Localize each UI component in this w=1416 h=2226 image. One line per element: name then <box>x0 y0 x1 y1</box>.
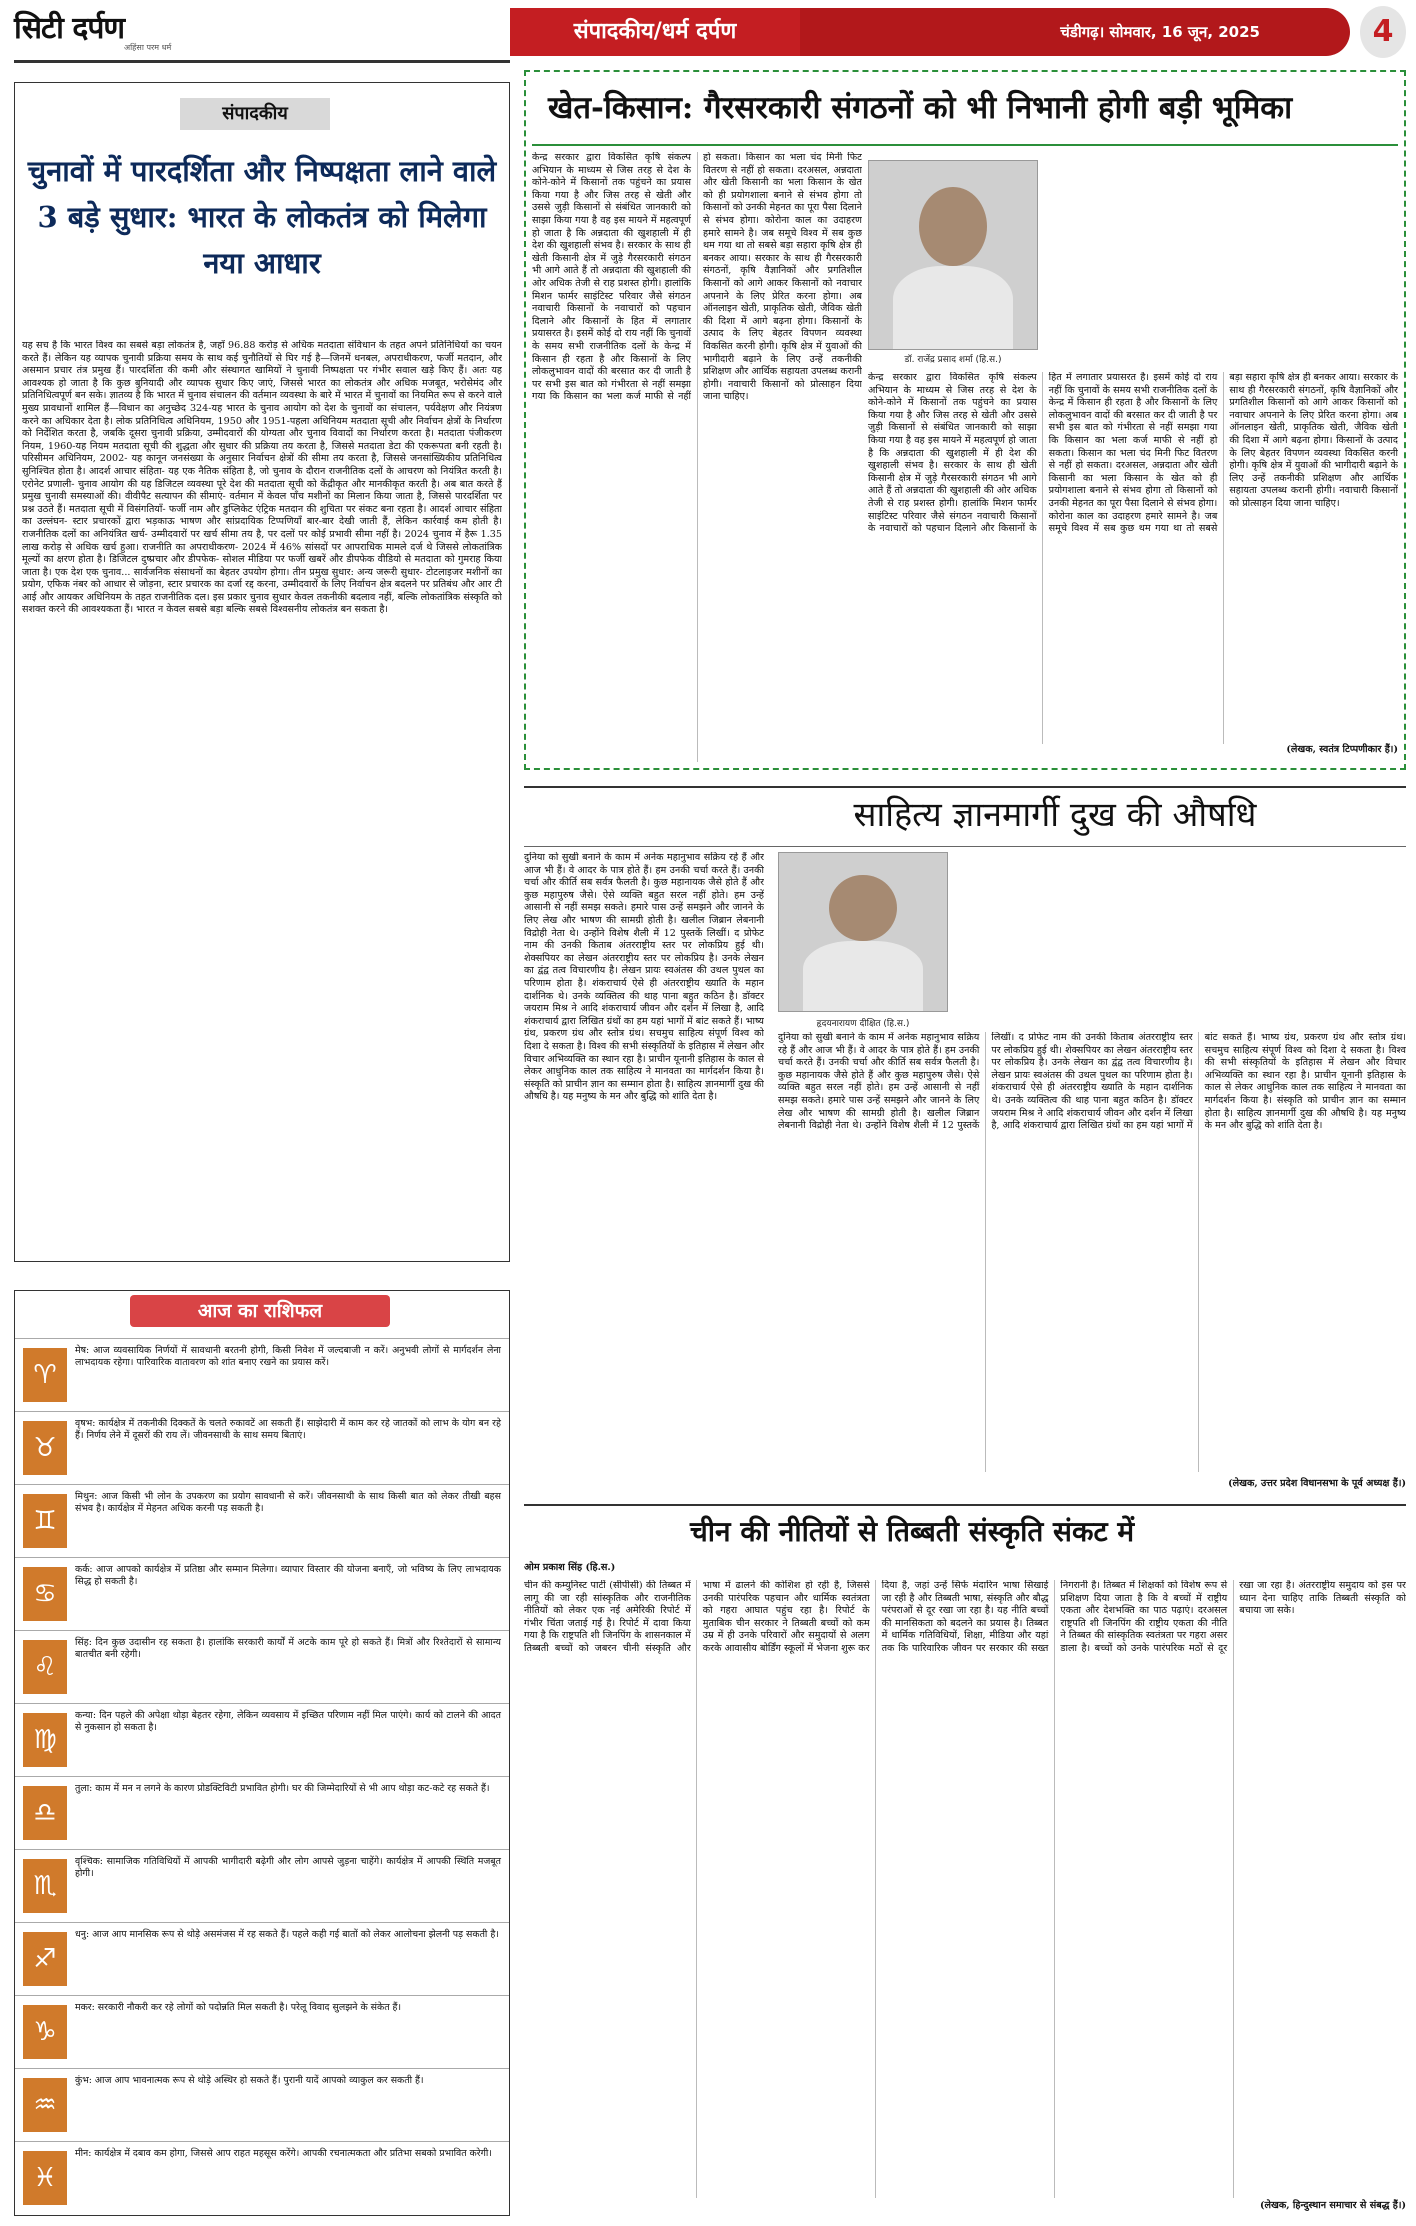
zodiac-icon: ♈ <box>23 1348 67 1402</box>
horoscope-text: सिंह: दिन कुछ उदासीन रह सकता है। हालांकि सरकारी कार्यों में अटके काम पूरे हो सकते हैं। मित्रों और रिश्तेदारों से सामान्य बातचीत बनी रहेगी। <box>75 1637 501 1661</box>
masthead-rule <box>14 60 510 63</box>
sahitya-text: दुनिया को सुखी बनाने के काम में अनेक महानुभाव सक्रिय रहे हैं और आज भी हैं। वे आदर के पात्र होते हैं। हम उनकी चर्चा करते हैं। उनकी चर्चा और कीर्ति सब सर्वत्र फैलती है। कुछ महानायक जैसे होते हैं और कुछ महापुरुष जैसे। ऐसे व्यक्ति बहुत सरल नहीं होते। हम उन्हें आसानी से नहीं समझ सकते। हमारे पास उन्हें समझने और जानने के लिए लेख और भाषण की सामग्री होती है। खलील जिब्रान लेबनानी विद्रोही नेता थे। उन्होंने विशेष शैली में 12 पुस्तकें लिखीं। द प्रोफेट नाम की उनकी किताब अंतरराष्ट्रीय स्तर पर लोकप्रिय हुई थी। शेक्सपियर का लेखन अंतरराष्ट्रीय स्तर पर लोकप्रिय है। उनके लेखन का द्वंद्व तत्व विचारणीय है। लेखन प्रायः स्वअंतस की उथल पुथल का परिणाम होता है। शंकराचार्य ऐसे ही अंतरराष्ट्रीय ख्याति के महान दार्शनिक थे। उनके व्यक्तित्व की थाह पाना बहुत कठिन है। डॉक्टर जयराम मिश्र ने आदि शंकराचार्य जीवन और दर्शन में लिखा है, आदि शंकराचार्य द्वारा लिखित ग्रंथों का हम यहां भागों में बांट सकते हैं। भाष्य ग्रंथ, प्रकरण ग्रंथ और स्तोत्र ग्रंथ। सचमुच साहित्य संपूर्ण विश्व को दिशा दे सकता है। विश्व की सभी संस्कृतियों के इतिहास में लेखन और विचार अभिव्यक्ति का स्थान रहा है। प्राचीन यूनानी इतिहास के काल से लेकर आधुनिक काल तक साहित्य ने मानवता का मार्गदर्शन किया है। संस्कृति को प्राचीन ज्ञान का सम्मान होता है। साहित्य ज्ञानमार्गी दुख की औषधि है। यह मनुष्य के मन और बुद्धि को शांति देता है। <box>524 852 764 1103</box>
editorial-text: यह सच है कि भारत विश्व का सबसे बड़ा लोकतंत्र है, जहाँ 96.88 करोड़ से अधिक मतदाता संविधान के तहत अपने प्रतिनिधियों का चयन करते हैं। लेकिन यह व्यापक चुनावी प्रक्रिया समय के साथ कई चुनौतियों से घिर गई है—जिनमें धनबल, अपराधीकरण, फर्जी मतदान, और असमान प्रचार तंत्र प्रमुख हैं। पारदर्शिता की कमी और संस्थागत खामियों ने चुनावी निष्पक्षता पर गंभीर सवाल खड़े किए हैं। अतः यह आवश्यक हो जाता है कि कुछ बुनियादी और व्यापक सुधार किए जाएं, जिससे भारत का लोकतंत्र और अधिक मजबूत, भरोसेमंद और प्रतिनिधित्वपूर्ण बन सके। ज्ञातव्य है कि भारत में चुनाव संचालन की वर्तमान व्यवस्था के बारे में भारत में चुनावों का नियमित रूप से करने वाले मुख्य प्रावधानों शामिल हैं—विधान का अनुच्छेद 324-यह भारत के चुनाव आयोग को देश के चुनावों का संचालन, पर्यवेक्षण और नियंत्रण करने का अधिकार देता है। लोक प्रतिनिधित्व अधिनियम, 1950 और 1951-पहला अधिनियम मतदाता सूची और निर्वाचन क्षेत्रों के निर्धारण को निर्देशित करता है, जबकि दूसरा चुनावी प्रक्रिया, उम्मीदवारों की योग्यता और चुनाव विवादों का निर्धारण करता है। मतदाता पंजीकरण नियम, 1960-यह नियम मतदाता सूची की शुद्धता और सुधार की प्रक्रिया तय करता है, जिससे मतदाता डेटा की एकरूपता बनी रहती है। परिसीमन अधिनियम, 2002- यह कानून जनसंख्या के अनुसार निर्वाचन क्षेत्रों की सीमा तय करता है, जिससे जनसांख्यिकीय प्रतिनिधित्व सुनिश्चित होता है। आदर्श आचार संहिता- यह एक नैतिक संहिता है, जो चुनाव के दौरान राजनीतिक दलों के आचरण को नियंत्रित करती है। एरोनेट प्रणाली- चुनाव आयोग की यह डिजिटल व्यवस्था पूरे देश की मतदाता सूची को केंद्रीकृत और मानकीकृत करती है। अब बात करते हैं प्रमुख चुनावी समस्याओं की। वीवीपैट सत्यापन की सीमाएं- वर्तमान में केवल पाँच मशीनों का मिलान किया जाता है, जिससे पारदर्शिता पर प्रश्न उठते हैं। मतदाता सूची में विसंगतियाँ- फर्जी नाम और डुप्लिकेट एंट्रिक मतदान की शुचिता पर संकट बना रहता है। आदर्श आचार संहिता का उल्लंघन- स्टार प्रचारकों द्वारा भड़काऊ भाषण और सांप्रदायिक टिप्पणियाँ बार-बार देखी जाती हैं, लेकिन कार्रवाई कम होती है। राजनीतिक दलों का अनियंत्रित खर्च- उम्मीदवारों पर खर्च सीमा तय है, पर दलों पर कोई प्रभावी सीमा नहीं है। 2024 चुनाव में हैरू 1.35 लाख करोड़ से अधिक खर्च हुआ। राजनीति का अपराधीकरण- 2024 में 46% सांसदों पर आपराधिक मामले दर्ज थे जिससे लोकतांत्रिक मूल्यों का क्षरण होता है। डिजिटल दुष्प्रचार और डीपफेक- सोशल मीडिया पर फर्जी खबरें और डीपफेक वीडियो से मतदाता को गुमराह किया जाता है। एक देश एक चुनाव... सार्वजनिक संसाधनों का बेहतर उपयोग होगा। तीन प्रमुख सुधार: अन्य जरूरी सुधार- टोटलाइजर मशीनों का प्रयोग, एफिक नंबर को आधार से जोड़ना, स्टार प्रचारक का दर्जा रद्द करना, उम्मीदवारों के लिए निर्वाचन क्षेत्र बदलने पर प्रतिबंध और आर टी आई और आयकर अधिनियम के तहत राजनीतिक दल। इस प्रकार चुनाव सुधार केवल तकनीकी बदलाव नहीं, बल्कि लोकतांत्रिक संस्कृति को सशक्त करने की आवश्यकता हैं। भारत न केवल सबसे बड़ा बल्कि सबसे विश्वसनीय लोकतंत्र बन सकता है। <box>22 340 502 616</box>
horoscope-row <box>15 2068 509 2142</box>
section-title: संपादकीय/धर्म दर्पण <box>510 8 800 56</box>
horoscope-row <box>15 1995 509 2069</box>
china-body <box>524 1580 1406 2198</box>
kheti-body-left <box>532 152 862 762</box>
horoscope-title: आज का राशिफल <box>130 1295 390 1327</box>
page-number: 4 <box>1360 6 1406 58</box>
horoscope-text: धनु: आज आप मानसिक रूप से थोड़े असमंजस में रह सकते हैं। पहले कही गई बातों को लेकर आलोचना झेलनी पड़ सकती है। <box>75 1929 499 1940</box>
horoscope-text: तुला: काम में मन न लगने के कारण प्रोडक्टिविटी प्रभावित होगी। घर की जिम्मेदारियों से भी आप थोड़ा कट-कटे रह सकते हैं। <box>75 1783 490 1794</box>
zodiac-icon: ♉ <box>23 1421 67 1475</box>
horoscope-text: वृश्चिक: सामाजिक गतिविधियों में आपकी भागीदारी बढ़ेगी और लोग आपसे जुड़ना चाहेंगे। कार्यक्षेत्र में आपकी स्थिति मजबूत होगी। <box>75 1856 501 1880</box>
horoscope-text: मीन: कार्यक्षेत्र में दबाव कम होगा, जिससे आप राहत महसूस करेंगे। आपकी रचनात्मकता और प्रतिभा सबको प्रभावित करेगी। <box>75 2148 492 2159</box>
horoscope-text: मेष: आज व्यवसायिक निर्णयों में सावधानी बरतनी होगी, किसी निवेश में जल्दबाजी न करें। अनुभवी लोगों से मार्गदर्शन लेना लाभदायक रहेगा। पारिवारिक वातावरण को शांत बनाए रखने का प्रयास करें। <box>75 1345 501 1369</box>
sahitya-body-right <box>778 1032 1406 1472</box>
horoscope-row <box>15 1557 509 1631</box>
zodiac-icon: ♊ <box>23 1494 67 1548</box>
sahitya-photo-caption: हृदयनारायण दीक्षित (हि.स.) <box>816 1019 910 1029</box>
horoscope-row <box>15 1922 509 1996</box>
kheti-headline: खेत-किसान: गैरसरकारी संगठनों को भी निभानी होगी बड़ी भूमिका <box>548 90 1293 126</box>
zodiac-icon: ♒ <box>23 2078 67 2132</box>
kheti-byline: (लेखक, स्वतंत्र टिप्पणीकार हैं।) <box>1286 744 1398 755</box>
section-banner <box>510 8 1350 56</box>
editorial-headline: चुनावों में पारदर्शिता और निष्पक्षता लाने वाले 3 बड़े सुधार: भारत के लोकतंत्र को मिलेगा नया आधार <box>27 154 497 280</box>
china-byline: (लेखक, हिन्दुस्थान समाचार से संबद्ध हैं।) <box>1259 2200 1406 2211</box>
sahitya-top-rule <box>524 786 1406 788</box>
horoscope-row <box>15 1630 509 1704</box>
horoscope-row <box>15 1849 509 1923</box>
horoscope-row <box>15 1338 509 1412</box>
kheti-text: केन्द्र सरकार द्वारा विकसित कृषि संकल्प अभियान के माध्यम से जिस तरह से देश के कोने-कोने में किसानों तक पहुंचने का प्रयास किया गया है और जिस तरह से खेती और उससे जुड़ी किसानों से संबंधित जानकारी को साझा किया गया है वह इस मायने में महत्वपूर्ण हो जाता है कि अन्नदाता की खुशहाली में ही देश की खुशहाली संभव है। सरकार के साथ ही खेती किसानी क्षेत्र में जुड़े गैरसरकारी संगठन भी आगे आते हैं तो अन्नदाता की खुशहाली की ओर अधिक तेजी से राह प्रशस्त होगी। हालांकि मिशन फार्मर साइंटिस्ट परिवार जैसे संगठन नवाचारी किसानों के नवाचारों को पहचान दिलाने और किसानों के हित में लगातार प्रयासरत है। इसमें कोई दो राय नहीं कि चुनावों के समय सभी राजनीतिक दलों के केन्द्र में किसान ही रहता है और किसानों के लिए लोकलुभावन वादों की बरसात कर दी जाती है पर सभी इस बात को गंभीरता से नहीं समझा गया कि किसान का भला कर्ज माफी से नहीं हो सकता। किसान का भला चंद मिनी फिट वितरण से नहीं हो सकता। दरअसल, अन्नदाता और खेती किसानी का भला किसान के खेत को ही प्रयोगशाला बनाने से संभव होगा तो किसानों को उनकी मेहनत का पूरा पैसा दिलाने से संभव होगा। कोरोना काल का उदाहरण हमारे सामने है। जब समूचे विश्व में सब कुछ थम गया था तो सबसे बड़ा सहारा कृषि क्षेत्र ही बनकर आया। सरकार के साथ ही गैरसरकारी संगठनों, कृषि वैज्ञानिकों और प्रगतिशील किसानों को आगे आकर किसानों को नवाचार अपनाने के लिए प्रेरित करना होगा। अब ऑनलाइन खेती, प्राकृतिक खेती, जैविक खेती की दिशा में आगे बढ़ना होगा। किसानों के उत्पाद के लिए बेहतर विपणन व्यवस्था विकसित करनी होगी। कृषि क्षेत्र में युवाओं की भागीदारी बढ़ाने के लिए उन्हें तकनीकी प्रशिक्षण और आर्थिक सहायता उपलब्ध करानी होगी। नवाचारी किसानों को प्रोत्साहन दिया जाना चाहिए। <box>532 152 862 403</box>
horoscope-row <box>15 2141 509 2215</box>
horoscope-text: कुंभ: आज आप भावनात्मक रूप से थोड़े अस्थिर हो सकते हैं। पुरानी यादें आपको व्याकुल कर सकती हैं। <box>75 2075 424 2086</box>
sahitya-text-continued: दुनिया को सुखी बनाने के काम में अनेक महानुभाव सक्रिय रहे हैं और आज भी हैं। वे आदर के पात्र होते हैं। हम उनकी चर्चा करते हैं। उनकी चर्चा और कीर्ति सब सर्वत्र फैलती है। कुछ महानायक जैसे होते हैं और कुछ महापुरुष जैसे। ऐसे व्यक्ति बहुत सरल नहीं होते। हम उन्हें आसानी से नहीं समझ सकते। हमारे पास उन्हें समझने और जानने के लिए लेख और भाषण की सामग्री होती है। खलील जिब्रान लेबनानी विद्रोही नेता थे। उन्होंने विशेष शैली में 12 पुस्तकें लिखीं। द प्रोफेट नाम की उनकी किताब अंतरराष्ट्रीय स्तर पर लोकप्रिय हुई थी। शेक्सपियर का लेखन अंतरराष्ट्रीय स्तर पर लोकप्रिय है। उनके लेखन का द्वंद्व तत्व विचारणीय है। लेखन प्रायः स्वअंतस की उथल पुथल का परिणाम होता है। शंकराचार्य ऐसे ही अंतरराष्ट्रीय ख्याति के महान दार्शनिक थे। उनके व्यक्तित्व की थाह पाना बहुत कठिन है। डॉक्टर जयराम मिश्र ने आदि शंकराचार्य जीवन और दर्शन में लिखा है, आदि शंकराचार्य द्वारा लिखित ग्रंथों का हम यहां भागों में बांट सकते हैं। भाष्य ग्रंथ, प्रकरण ग्रंथ और स्तोत्र ग्रंथ। सचमुच साहित्य संपूर्ण विश्व को दिशा दे सकता है। विश्व की सभी संस्कृतियों के इतिहास में लेखन और विचार अभिव्यक्ति का स्थान रहा है। प्राचीन यूनानी इतिहास के काल से लेकर आधुनिक काल तक साहित्य ने मानवता का मार्गदर्शन किया है। संस्कृति को प्राचीन ज्ञान का सम्मान होता है। साहित्य ज्ञानमार्गी दुख की औषधि है। यह मनुष्य के मन और बुद्धि को शांति देता है। <box>778 1032 1406 1132</box>
horoscope-text: मकर: सरकारी नौकरी कर रहे लोगों को पदोन्नति मिल सकती है। परेलू विवाद सुलझने के संकेत हैं। <box>75 2002 402 2013</box>
horoscope-row <box>15 1776 509 1850</box>
horoscope-text: वृषभ: कार्यक्षेत्र में तकनीकी दिक्कतें के चलते रुकावटें आ सकती हैं। साझेदारी में काम कर रहे जातकों को लाभ के योग बन रहे हैं। निर्णय लेने में दूसरों की राय लें। जीवनसाथी के साथ समय बिताएं। <box>75 1418 501 1442</box>
zodiac-icon: ♐ <box>23 1932 67 1986</box>
masthead-brand <box>14 6 214 54</box>
china-text: चीन की कम्युनिस्ट पार्टी (सीपीसी) की तिब्बत में लागू की जा रही सांस्कृतिक और राजनीतिक नीतियों को लेकर एक नई अमेरिकी रिपोर्ट में गंभीर चिंता जताई गई है। रिपोर्ट में दावा किया गया है कि राष्ट्रपति शी जिनपिंग के शासनकाल में तिब्बती बच्चों को जबरन चीनी संस्कृति और भाषा में ढालने की कोशिश हो रही है, जिससे उनकी पारंपरिक पहचान और धार्मिक स्वतंत्रता को गहरा आघात पहुंच रहा है। रिपोर्ट के मुताबिक चीन सरकार ने तिब्बती बच्चों को कम उम्र में ही उनके परिवारों और समुदायों से अलग करके आवासीय बोर्डिंग स्कूलों में भेजना शुरू कर दिया है, जहां उन्हें सिर्फ मंदारिन भाषा सिखाई जा रही है और तिब्बती भाषा, संस्कृति और बौद्ध परंपराओं से दूर रखा जा रहा है। यह नीति बच्चों की मानसिकता को बदलने का प्रयास है। तिब्बत में धार्मिक गतिविधियों, शिक्षा, मीडिया और यहां तक कि पारिवारिक जीवन पर सरकार की सख्त निगरानी है। तिब्बत में शिक्षकों को विशेष रूप से प्रशिक्षण दिया जाता है कि वे बच्चों में राष्ट्रीय एकता और देशभक्ति का पाठ पढ़ाएं। दरअसल राष्ट्रपति शी जिनपिंग की राष्ट्रीय एकता की नीति ने तिब्बत की सांस्कृतिक स्वतंत्रता पर गहरा असर डाला है। बच्चों को उनके पारंपरिक मठों से दूर रखा जा रहा है। अंतरराष्ट्रीय समुदाय को इस पर ध्यान देना चाहिए ताकि तिब्बती संस्कृति को बचाया जा सके। <box>524 1580 1406 1654</box>
editorial-body <box>22 340 502 1255</box>
brand-name: सिटी दर्पण <box>14 11 125 46</box>
zodiac-icon: ♍ <box>23 1713 67 1767</box>
horoscope-text: मिथुन: आज किसी भी लोन के उपकरण का प्रयोग सावधानी से करें। जीवनसाथी के साथ किसी बात को लेकर तीखी बहस संभव है। कार्यक्षेत्र में मेहनत अधिक करनी पड़ सकती है। <box>75 1491 501 1515</box>
brand-tagline: अहिंसा परम धर्म <box>124 43 172 52</box>
zodiac-icon: ♑ <box>23 2005 67 2059</box>
kheti-author-photo <box>868 160 1038 350</box>
zodiac-icon: ♌ <box>23 1640 67 1694</box>
sahitya-byline: (लेखक, उत्तर प्रदेश विधानसभा के पूर्व अध्यक्ष हैं।) <box>1228 1478 1406 1489</box>
horoscope-row <box>15 1703 509 1777</box>
kheti-text-continued: केन्द्र सरकार द्वारा विकसित कृषि संकल्प अभियान के माध्यम से जिस तरह से देश के कोने-कोने में किसानों तक पहुंचने का प्रयास किया गया है और जिस तरह से खेती और उससे जुड़ी किसानों से संबंधित जानकारी को साझा किया गया है वह इस मायने में महत्वपूर्ण हो जाता है कि अन्नदाता की खुशहाली में ही देश की खुशहाली संभव है। सरकार के साथ ही खेती किसानी क्षेत्र में जुड़े गैरसरकारी संगठन भी आगे आते हैं तो अन्नदाता की खुशहाली की ओर अधिक तेजी से राह प्रशस्त होगी। हालांकि मिशन फार्मर साइंटिस्ट परिवार जैसे संगठन नवाचारी किसानों के नवाचारों को पहचान दिलाने और किसानों के हित में लगातार प्रयासरत है। इसमें कोई दो राय नहीं कि चुनावों के समय सभी राजनीतिक दलों के केन्द्र में किसान ही रहता है और किसानों के लिए लोकलुभावन वादों की बरसात कर दी जाती है पर सभी इस बात को गंभीरता से नहीं समझा गया कि किसान का भला कर्ज माफी से नहीं हो सकता। किसान का भला चंद मिनी फिट वितरण से नहीं हो सकता। दरअसल, अन्नदाता और खेती किसानी का भला किसान के खेत को ही प्रयोगशाला बनाने से संभव होगा तो किसानों को उनकी मेहनत का पूरा पैसा दिलाने से संभव होगा। कोरोना काल का उदाहरण हमारे सामने है। जब समूचे विश्व में सब कुछ थम गया था तो सबसे बड़ा सहारा कृषि क्षेत्र ही बनकर आया। सरकार के साथ ही गैरसरकारी संगठनों, कृषि वैज्ञानिकों और प्रगतिशील किसानों को आगे आकर किसानों को नवाचार अपनाने के लिए प्रेरित करना होगा। अब ऑनलाइन खेती, प्राकृतिक खेती, जैविक खेती की दिशा में आगे बढ़ना होगा। किसानों के उत्पाद के लिए बेहतर विपणन व्यवस्था विकसित करनी होगी। कृषि क्षेत्र में युवाओं की भागीदारी बढ़ाने के लिए उन्हें तकनीकी प्रशिक्षण और आर्थिक सहायता उपलब्ध करानी होगी। नवाचारी किसानों को प्रोत्साहन दिया जाना चाहिए। <box>868 372 1398 535</box>
issue-date: चंडीगढ़। सोमवार, 16 जून, 2025 <box>1060 23 1260 41</box>
zodiac-icon: ♓ <box>23 2151 67 2205</box>
horoscope-row <box>15 1484 509 1558</box>
horoscope-list <box>15 1338 509 2214</box>
china-top-rule <box>524 1504 1406 1506</box>
china-author: ओम प्रकाश सिंह (हि.स.) <box>524 1562 616 1573</box>
horoscope-row <box>15 1411 509 1485</box>
zodiac-icon: ♎ <box>23 1786 67 1840</box>
editorial-label: संपादकीय <box>180 98 330 130</box>
kheti-divider <box>532 144 1398 146</box>
kheti-body-right <box>868 372 1398 744</box>
china-headline: चीन की नीतियों से तिब्बती संस्कृति संकट में <box>690 1515 1135 1548</box>
horoscope-text: कन्या: दिन पहले की अपेक्षा थोड़ा बेहतर रहेगा, लेकिन व्यवसाय में इच्छित परिणाम नहीं मिल पाएंगे। कार्य को टालने की आदत से नुकसान हो सकता है। <box>75 1710 501 1734</box>
sahitya-divider <box>524 846 1406 847</box>
kheti-photo-caption: डॉ. राजेंद्र प्रसाद शर्मा (हि.स.) <box>904 355 1002 365</box>
horoscope-text: कर्क: आज आपको कार्यक्षेत्र में प्रतिष्ठा और सम्मान मिलेगा। व्यापार विस्तार की योजना बनाएँ, जो भविष्य के लिए लाभदायक सिद्ध हो सकती है। <box>75 1564 501 1588</box>
sahitya-author-photo <box>778 852 948 1012</box>
zodiac-icon: ♏ <box>23 1859 67 1913</box>
sahitya-headline: साहित्य ज्ञानमार्गी दुख की औषधि <box>853 795 1257 835</box>
zodiac-icon: ♋ <box>23 1567 67 1621</box>
sahitya-body-left <box>524 852 764 1498</box>
